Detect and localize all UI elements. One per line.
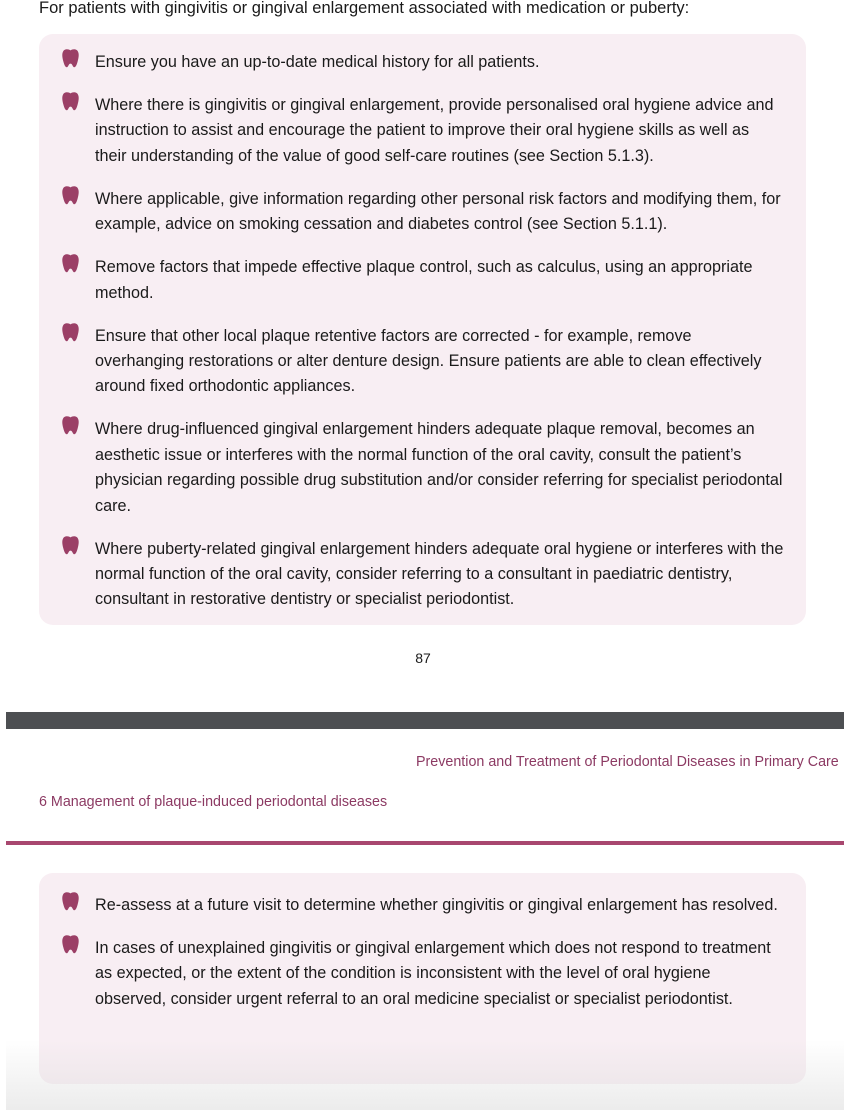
header-rule — [6, 841, 844, 845]
tooth-bullet-icon — [61, 185, 80, 205]
list-item-text: Ensure that other local plaque retentive factors are corrected - for example, remove overhanging restorations or alter denture design. Ensure patients are able to clean effectively around fixed orthodontic appliances. — [95, 326, 762, 396]
list-item — [39, 417, 806, 519]
section-header: 6 Management of plaque-induced periodontal diseases — [39, 794, 388, 810]
recommendation-list — [39, 50, 806, 613]
tooth-bullet-icon — [61, 91, 80, 111]
list-item-text: Where puberty-related gingival enlargement hinders adequate oral hygiene or interferes with the normal function of the oral cavity, consider referring to a consultant in paediatric dentistry, consultant in restorative dentistry or specialist periodontist. — [95, 539, 784, 609]
tooth-bullet-icon — [61, 934, 80, 954]
tooth-bullet-icon — [61, 48, 80, 68]
list-item — [39, 255, 806, 306]
list-item — [39, 537, 806, 613]
list-item-text: Ensure you have an up-to-date medical history for all patients. — [95, 53, 540, 71]
list-item — [39, 324, 806, 400]
tooth-bullet-icon — [61, 415, 80, 435]
list-item — [39, 893, 806, 918]
list-item — [39, 187, 806, 238]
list-item-text: Remove factors that impede effective plaque control, such as calculus, using an appropriate method. — [95, 258, 753, 302]
intro-text: For patients with gingivitis or gingival enlargement associated with medication or puberty: — [39, 0, 690, 17]
list-item-text: Where applicable, give information regarding other personal risk factors and modifying them, for example, advice on smoking cessation and diabetes control (see Section 5.1.1). — [95, 189, 781, 234]
page-number: 87 — [415, 650, 431, 666]
tooth-bullet-icon — [61, 253, 80, 273]
recommendation-box — [39, 873, 806, 1084]
tooth-bullet-icon — [61, 322, 80, 342]
list-item-text: In cases of unexplained gingivitis or gingival enlargement which does not respond to treatment as expected, or the extent of the condition is inconsistent with the level of oral hygiene observed, consider urgent referral to an oral medicine specialist or specialist periodontist. — [95, 939, 771, 1008]
list-item — [39, 93, 806, 169]
tooth-bullet-icon — [61, 891, 80, 911]
tooth-bullet-icon — [61, 535, 80, 555]
list-item-text: Re-assess at a future visit to determine whether gingivitis or gingival enlargement has resolved. — [95, 896, 778, 914]
list-item-text: Where there is gingivitis or gingival enlargement, provide personalised oral hygiene advice and instruction to assist and encourage the patient to improve their oral hygiene skills as well as their understanding of the value of good self-care routines (see Section 5.1.3). — [95, 96, 774, 165]
running-header: Prevention and Treatment of Periodontal Diseases in Primary Care — [416, 754, 839, 770]
list-item-text: Where drug-influenced gingival enlargement hinders adequate plaque removal, becomes an aesthetic issue or interferes with the normal function of the oral cavity, consult the patient’s physician regarding possible drug substitution and/or consider referring for specialist periodontal care. — [95, 420, 783, 515]
recommendation-list — [39, 893, 806, 1012]
list-item — [39, 936, 806, 1012]
recommendation-box — [39, 34, 806, 625]
page-separator — [6, 712, 844, 729]
list-item — [39, 50, 806, 75]
